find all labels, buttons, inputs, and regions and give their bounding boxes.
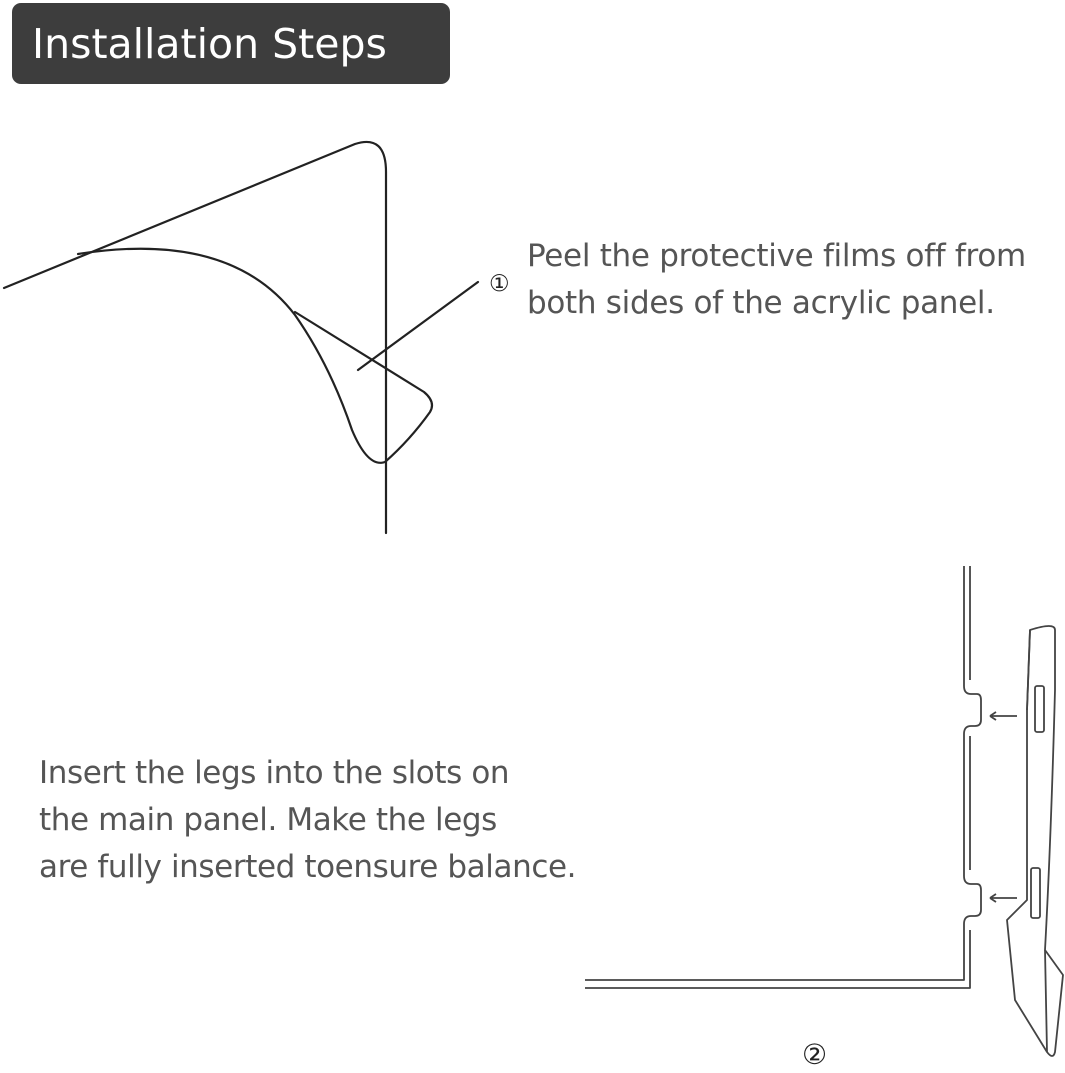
leg-tab-upper xyxy=(1035,686,1044,732)
leader-line-1 xyxy=(358,282,478,370)
arrow-upper-icon xyxy=(990,712,1017,720)
step-2-line-2: the main panel. Make the legs xyxy=(39,802,497,838)
step-1-instruction xyxy=(527,233,1026,327)
step-marker-1: ① xyxy=(489,271,510,297)
step-2-instruction xyxy=(39,750,576,891)
step-1-line-1: Peel the protective films off from xyxy=(527,238,1026,274)
page-title: Installation Steps xyxy=(32,19,387,68)
step-1-line-2: both sides of the acrylic panel. xyxy=(527,285,995,321)
step-2-line-3: are fully inserted toensure balance. xyxy=(39,849,577,885)
main-panel-edge xyxy=(585,566,981,980)
panel-outline xyxy=(4,142,386,533)
step-marker-2: ② xyxy=(802,1038,828,1071)
step-2-line-1: Insert the legs into the slots on xyxy=(39,755,510,791)
main-panel-edge-inner xyxy=(585,566,970,988)
peel-film-illustration xyxy=(0,130,520,540)
title-badge xyxy=(12,3,450,84)
leg-tab-lower xyxy=(1031,868,1040,918)
arrow-lower-icon xyxy=(990,894,1017,902)
insert-legs-illustration xyxy=(575,560,1065,1073)
